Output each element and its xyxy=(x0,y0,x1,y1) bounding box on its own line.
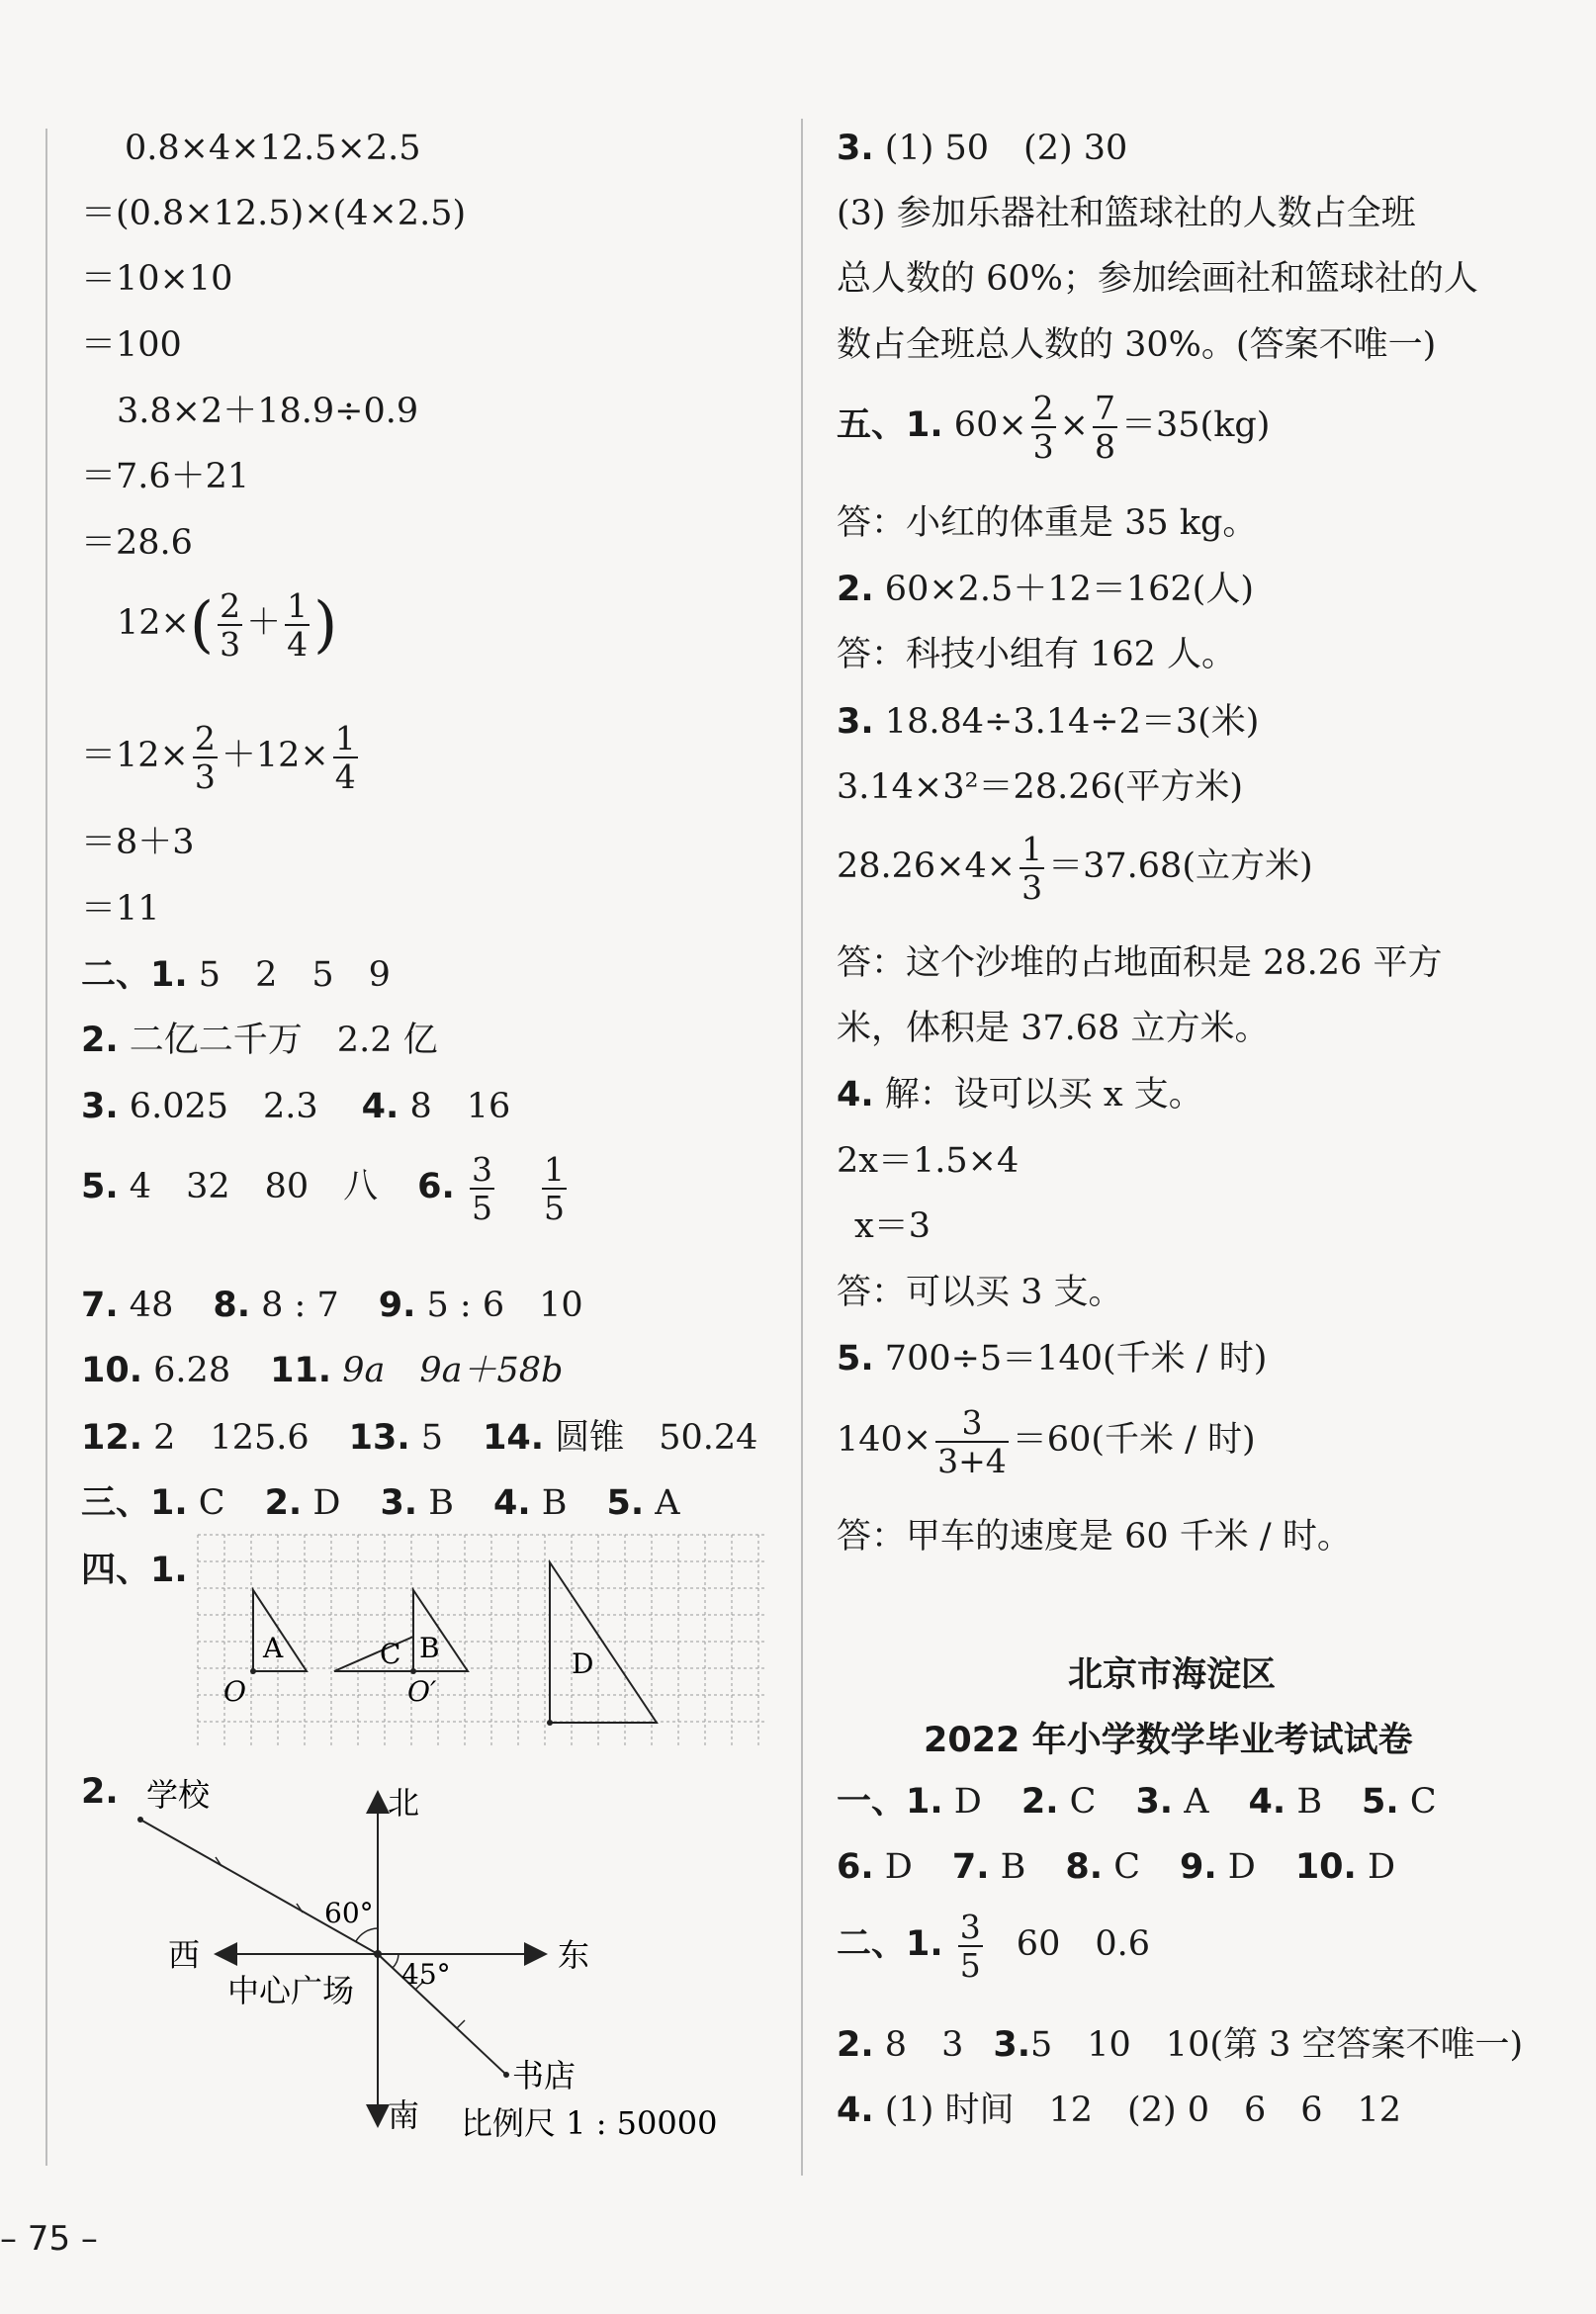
calc-line-fraction: 140× $\frac{3}{3+4}$ ＝60(千米 / 时) xyxy=(837,1402,1256,1480)
answer-sentence: 答：科技小组有 162 人。 xyxy=(837,635,1237,674)
calc-line: ＝(0.8×12.5)×(4×2.5) xyxy=(81,194,467,233)
label-angle-60: 60° xyxy=(324,1897,374,1929)
fraction: $\frac{1}{4}$ xyxy=(334,718,356,796)
section-label: 四、1. xyxy=(81,1551,188,1590)
answer-line: 4. (1) 时间 12 (2) 0 6 6 12 xyxy=(837,2091,1402,2130)
triangle-d xyxy=(550,1562,657,1723)
label-scale: 比例尺 1 : 50000 xyxy=(461,2104,718,2142)
answer-sentence: 答：小红的体重是 35 kg。 xyxy=(837,503,1258,543)
answer-line: 二、1. 5 2 5 9 xyxy=(81,955,391,995)
answer-line: 二、1. $\frac{3}{5}$ 60 0.6 xyxy=(837,1907,1150,1985)
fraction: $\frac{3}{5}$ xyxy=(959,1907,981,1985)
text-line: (3) 参加乐器社和篮球社的人数占全班 xyxy=(837,194,1416,233)
label-school: 学校 xyxy=(146,1776,211,1814)
answer-line: 12. 2 125.6 13. 5 14. 圆锥 50.24 xyxy=(81,1418,758,1458)
answer-sentence: 答：这个沙堆的占地面积是 28.26 平方 xyxy=(837,943,1443,983)
answer-line: 4. 解：设可以买 x 支。 xyxy=(837,1075,1203,1114)
calc-line: ＝10×10 xyxy=(81,259,233,299)
text-line: 总人数的 60%；参加绘画社和篮球社的人 xyxy=(837,259,1478,299)
fraction: $\frac{1}{4}$ xyxy=(287,585,309,664)
label-b: B xyxy=(419,1632,440,1664)
label-o: O xyxy=(223,1675,246,1708)
calc-line: 0.8×4×12.5×2.5 xyxy=(125,129,421,168)
calc-line: ＝100 xyxy=(81,325,182,365)
calc-line: x＝3 xyxy=(854,1206,931,1246)
column-divider xyxy=(801,119,803,2176)
calc-line: ＝11 xyxy=(81,889,160,929)
label-a: A xyxy=(263,1632,284,1664)
calc-line-fraction: 28.26×4× $\frac{1}{3}$ ＝37.68(立方米) xyxy=(837,829,1313,907)
answer-line: 2. 二亿二千万 2.2 亿 xyxy=(81,1021,438,1060)
fraction: $\frac{1}{5}$ xyxy=(543,1149,565,1227)
label-c: C xyxy=(380,1638,401,1670)
answer-line: 5. 700÷5＝140(千米 / 时) xyxy=(837,1339,1268,1379)
answer-line: 一、1. D 2. C 3. A 4. B 5. C xyxy=(837,1782,1437,1822)
answer-line: 3. 6.025 2.3 4. 8 16 xyxy=(81,1087,511,1126)
left-margin-rule xyxy=(45,129,47,2166)
fraction: $\frac{1}{3}$ xyxy=(1021,829,1043,907)
label-west: 西 xyxy=(168,1936,201,1974)
calc-text: ＋12× xyxy=(221,736,329,775)
fraction: $\frac{2}{3}$ xyxy=(194,718,216,796)
label-north: 北 xyxy=(388,1784,420,1822)
label-d: D xyxy=(572,1647,594,1680)
answer-line: 三、1. C 2. D 3. B 4. B 5. A xyxy=(81,1483,680,1523)
answer-sentence: 答：甲车的速度是 60 千米 / 时。 xyxy=(837,1517,1352,1557)
page-number: – 75 – xyxy=(0,2219,98,2259)
answer-line: 2. 8 3 3.5 10 10(第 3 空答案不唯一) xyxy=(837,2025,1524,2065)
answer-line: 2. 60×2.5＋12＝162(人) xyxy=(837,570,1254,609)
exam-title-region: 北京市海淀区 xyxy=(1068,1655,1277,1695)
answer-line: 3. 18.84÷3.14÷2＝3(米) xyxy=(837,702,1260,742)
answer-line: 7. 48 8. 8 : 7 9. 5 : 6 10 xyxy=(81,1286,583,1325)
calc-line: 3.14×3²＝28.26(平方米) xyxy=(837,767,1244,807)
label-center-square: 中心广场 xyxy=(227,1972,355,2009)
section-label: 2. xyxy=(81,1772,119,1812)
answer-sentence: 米，体积是 37.68 立方米。 xyxy=(837,1009,1270,1048)
fraction: $\frac{3}{5}$ xyxy=(471,1149,492,1227)
fraction: $\frac{7}{8}$ xyxy=(1095,388,1115,466)
answer-line: 3. (1) 50 (2) 30 xyxy=(837,129,1128,168)
calc-line-fraction: 12×( $\frac{2}{3}$ ＋ $\frac{1}{4}$ ) xyxy=(117,585,338,664)
label-angle-45: 45° xyxy=(401,1958,451,1991)
label-bookstore: 书店 xyxy=(512,2057,576,2094)
answer-line: 5. 4 32 80 八 6. $\frac{3}{5}$ $\frac{1}{5}$ xyxy=(81,1149,565,1227)
answer-line: 10. 6.28 11. 9a 9a＋58b xyxy=(81,1351,564,1390)
answer-line: 五、1. 60× $\frac{2}{3}$ × $\frac{7}{8}$ ＝35(kg) xyxy=(837,388,1271,466)
calc-line: ＝8＋3 xyxy=(81,823,195,862)
fraction: $\frac{2}{3}$ xyxy=(220,585,241,664)
calc-text: ＝12× xyxy=(81,736,189,775)
fraction: $\frac{3}{3+4}$ xyxy=(937,1402,1007,1480)
exam-title: 2022 年小学数学毕业考试试卷 xyxy=(924,1721,1413,1760)
calc-text: 12× xyxy=(117,603,190,643)
text-line: 数占全班总人数的 30%。(答案不唯一) xyxy=(837,325,1437,365)
label-south: 南 xyxy=(388,2096,420,2134)
answer-line: 6. D 7. B 8. C 9. D 10. D xyxy=(837,1847,1396,1887)
calc-line-fraction xyxy=(81,716,362,795)
calc-line: ＝7.6＋21 xyxy=(81,457,250,496)
grid-figure xyxy=(196,1533,769,1750)
calc-text: ＋ xyxy=(246,603,282,643)
calc-line: 3.8×2＋18.9÷0.9 xyxy=(117,392,419,431)
compass-diagram xyxy=(119,1772,732,2148)
label-east: 东 xyxy=(558,1936,590,1974)
label-o-prime: O′ xyxy=(407,1675,437,1708)
answer-sentence: 答：可以买 3 支。 xyxy=(837,1273,1123,1312)
calc-line: ＝28.6 xyxy=(81,523,193,563)
calc-line: 2x＝1.5×4 xyxy=(837,1141,1020,1181)
fraction: $\frac{2}{3}$ xyxy=(1032,388,1054,466)
